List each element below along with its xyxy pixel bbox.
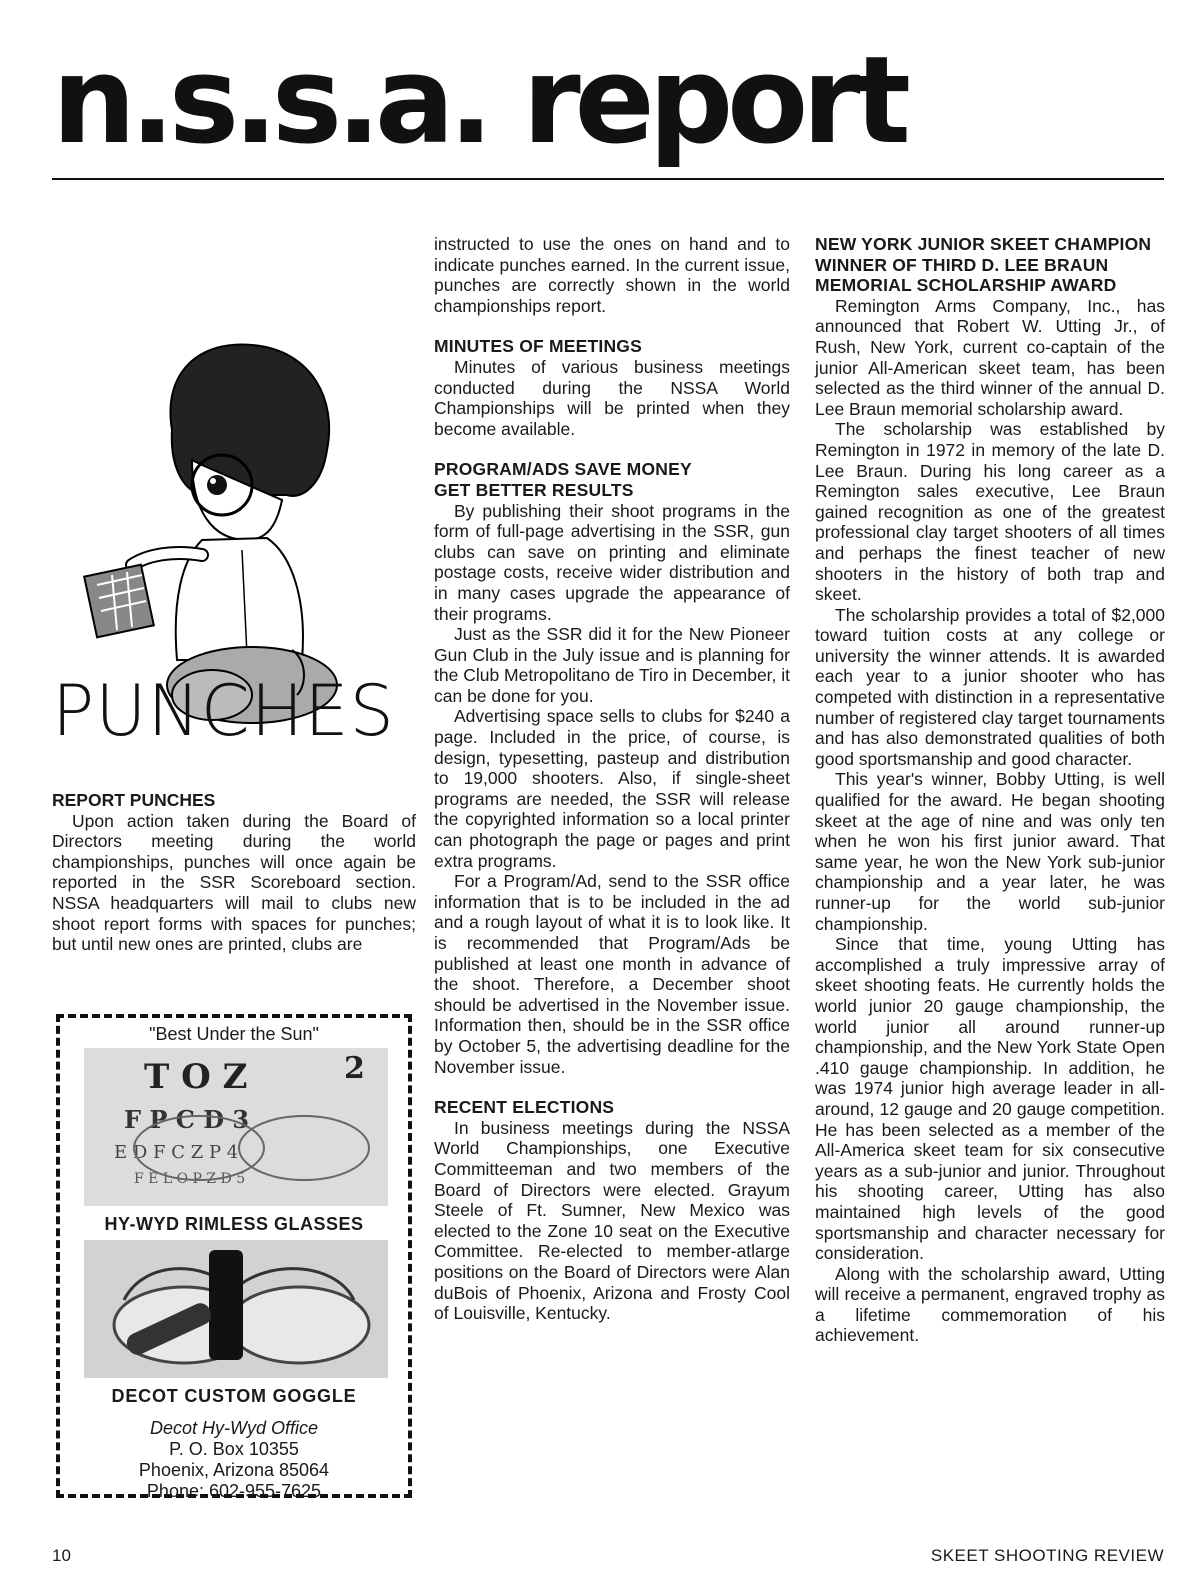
- scholarship-paragraph-2: The scholarship was established by Remington in 1972 in memory of the late D. Lee Braun. During his long career as a Remington sales executive, Lee Braun gained recognition as one of the greatest professional clay target shooters of all times and perhaps the finest teacher of new shooters in the history of both trap and skeet.: [815, 419, 1165, 605]
- scholarship-paragraph-6: Along with the scholarship award, Utting will receive a permanent, engraved trophy as a lifetime commemoration of his achievement.: [815, 1263, 1165, 1346]
- eye-chart-photo: [84, 1048, 388, 1206]
- eye-icon: [207, 475, 227, 495]
- ad-pobox: P. O. Box 10355: [169, 1439, 299, 1459]
- scholarship-paragraph-4: This year's winner, Bobby Utting, is well qualified for the award. He began shooting skeet at the age of nine and was only ten when he won his first junior award. That same year, he won the New York sub-junior championship and a year later, he was runner-up for the world sub-junior championship.: [815, 769, 1165, 934]
- program-paragraph-3: Advertising space sells to clubs for $240 a page. Included in the price, of course, is design, typesetting, pasteup and distribution to 19,000 shooters. Also, if single-sheet programs are needed, the SSR will release the copyrighted information so a local printer can photograph the page or pages and print extra programs.: [434, 706, 790, 871]
- program-heading-line1: PROGRAM/ADS SAVE MONEY: [434, 459, 692, 480]
- ad-product-goggle: DECOT CUSTOM GOGGLE: [111, 1386, 357, 1406]
- elections-heading: RECENT ELECTIONS: [434, 1097, 615, 1118]
- scholarship-paragraph-5: Since that time, young Utting has accomplished a truly impressive array of skeet shooting feats. He currently holds the world junior 20 gauge championship, the world junior all around runner-up championship, and the New York State Open .410 gauge championship. In addition, he was 1974 junior high average leader in all-around, 12 gauge and 20 gauge competition. He has been selected as a member of the All-America skeet team for six consecutive years as a sub-junior and junior. Throughout his shooting career, Utting has also maintained high levels of the good sportsmanship and character necessary for consideration.: [815, 934, 1165, 1264]
- ad-product-rimless: HY-WYD RIMLESS GLASSES: [104, 1214, 364, 1234]
- ad-city: Phoenix, Arizona 85064: [138, 1460, 330, 1480]
- program-heading-line2: GET BETTER RESULTS: [434, 479, 634, 500]
- masthead-title: n.s.s.a. report: [52, 29, 905, 171]
- column-2: [434, 234, 790, 1324]
- punches-caption: PUNCHES: [52, 670, 395, 752]
- goggles-photo: [84, 1240, 388, 1378]
- ad-office: Decot Hy-Wyd Office: [149, 1418, 319, 1438]
- report-punches-text: Upon action taken during the Board of Directors meeting during the world championships, punches will once again be reported in the SSR Scoreboard section. NSSA headquarters will mail to clubs new shoot report forms with spaces for punches; but until new ones are printed, clubs are: [52, 810, 416, 955]
- svg-text:2: 2: [344, 1051, 365, 1086]
- svg-text:E D F C Z P 4: E D F C Z P 4: [114, 1142, 239, 1163]
- ad-address: [60, 1418, 408, 1502]
- svg-text:F P C D 3: F P C D 3: [124, 1105, 250, 1134]
- continuation-text: instructed to use the ones on hand and to indicate punches earned. In the current issue, punches are correctly shown in the world championships report.: [434, 234, 790, 316]
- scholarship-heading: NEW YORK JUNIOR SKEET CHAMPION WINNER OF THIRD D. LEE BRAUN MEMORIAL SCHOLARSHIP AWARD: [815, 234, 1152, 296]
- report-punches-heading: REPORT PUNCHES: [52, 790, 216, 810]
- program-paragraph-1: By publishing their shoot programs in the form of full-page advertising in the SSR, gun clubs can save on printing and eliminate postage costs, receive wider distribution and in many cases upgrade the appearance of their programs.: [434, 500, 790, 624]
- ad-phone: Phone: 602-955-7625: [146, 1481, 322, 1501]
- minutes-heading: MINUTES OF MEETINGS: [434, 336, 642, 357]
- elections-text: In business meetings during the NSSA World Championships, one Executive Committeeman and two members of the Board of Directors were elected. Grayum Steele of Ft. Sumner, New Mexico was elected to the Zone 10 seat on the Executive Committee. Re-elected to member-atlarge positions on the Board of Directors were Alan duBois of Phoenix, Arizona and Frosty Cool of Louisville, Kentucky.: [434, 1117, 790, 1324]
- ad-tagline: "Best Under the Sun": [149, 1024, 319, 1044]
- svg-text:T O Z: T O Z: [144, 1057, 248, 1097]
- scholarship-paragraph-3: The scholarship provides a total of $2,000 toward tuition costs at any college or university the winner attends. It is awarded each year to a junior shooter who has competed with distinction in a representative number of registered clay target tournaments and has also demonstrated qualities of both good sportsmanship and good character.: [815, 604, 1165, 769]
- program-paragraph-2: Just as the SSR did it for the New Pioneer Gun Club in the July issue and is planning for the Club Metropolitano de Tiro in December, it can be done for you.: [434, 624, 791, 706]
- svg-text:F E L O P Z D 5: F E L O P Z D 5: [134, 1171, 246, 1187]
- minutes-text: Minutes of various business meetings conducted during the NSSA World Championships will be printed when they become available.: [434, 356, 790, 439]
- scholarship-paragraph-1: Remington Arms Company, Inc., has announced that Robert W. Utting Jr., of Rush, New York, current co-captain of the junior All-American skeet team, has been selected as the third winner of the annual D. Lee Braun memorial scholarship award.: [815, 295, 1165, 419]
- page-number: 10: [52, 1546, 71, 1565]
- advertisement-box: [56, 1014, 412, 1501]
- publication-name: SKEET SHOOTING REVIEW: [930, 1546, 1164, 1565]
- report-punches-section: [52, 790, 416, 955]
- program-paragraph-4: For a Program/Ad, send to the SSR office information that is to be included in the ad and a rough layout of what it is to look like. It is recommended that Program/Ads be published at least one month in advance of the shoot. Therefore, a December shoot should be advertised in the November issue. Information then, should be in the SSR office by October 5, the advertising deadline for the November issue.: [434, 871, 790, 1077]
- header-rule: [52, 178, 1164, 180]
- column-3: [815, 234, 1165, 1346]
